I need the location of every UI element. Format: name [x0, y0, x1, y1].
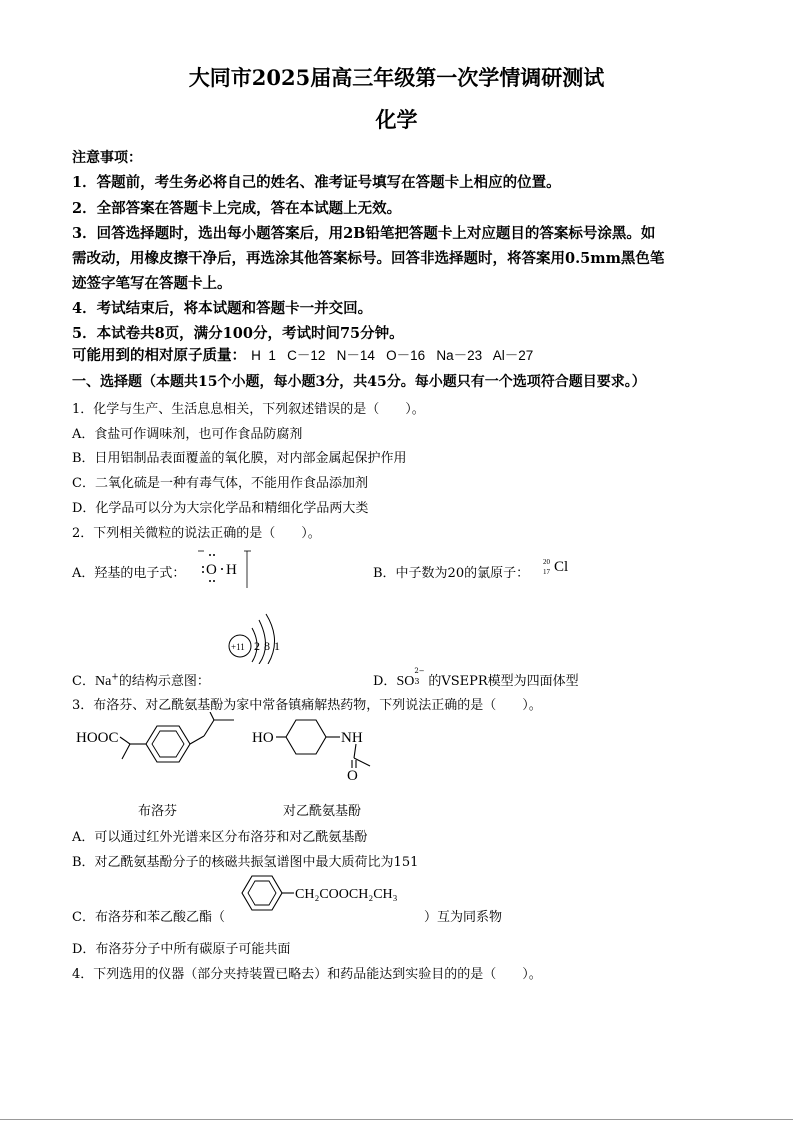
q1-stem: 1．化学与生产、生活息息相关，下列叙述错误的是（ ）。 — [72, 402, 425, 417]
sodium-symbol: Na — [94, 674, 112, 689]
paracetamol-structure — [252, 712, 392, 784]
sulfite-formula: SO — [396, 674, 415, 689]
q1-option-d: D．化学品可以分为大宗化学品和精细化学品两大类 — [72, 501, 369, 516]
q2-option-c-suffix: 的结构示意图： — [118, 674, 210, 689]
page-bottom-rule — [0, 1119, 793, 1120]
q2-option-c — [72, 670, 210, 690]
amide-nh: NH — [341, 730, 363, 746]
ester-chain: CH₂COOCH₂CH₃ — [295, 887, 398, 902]
notes-heading: 注意事项： — [72, 150, 142, 166]
isotope-symbol: Cl — [554, 559, 569, 575]
note-item: 迹签字笔写在答题卡上。 — [72, 275, 232, 292]
q2-option-d-label: D． — [373, 674, 397, 689]
ethyl-phenylacetate-structure — [238, 872, 424, 916]
note-item: 3．回答选择题时，选出每小题答案后，用2B铅笔把答题卡上对应题目的答案标号涂黑。如 — [72, 225, 656, 242]
q1-option-b: B．日用铝制品表面覆盖的氧化膜，对内部金属起保护作用 — [72, 451, 407, 466]
note-item: 4．考试结束后，将本试题和答题卡一并交回。 — [72, 300, 373, 317]
q2-option-d-suffix: 的VSEPR模型为四面体型 — [428, 674, 579, 689]
note-item: 需改动，用橡皮擦干净后，再选涂其他答案标号。回答非选择题时，将答案用0.5mm黑色笔 — [72, 250, 665, 267]
hydroxyl-hydrogen: H — [226, 562, 237, 578]
hydroxyl-group: HO — [252, 730, 274, 746]
sodium-ion-structure-diagram — [226, 612, 288, 664]
q4-stem: 4．下列选用的仪器（部分夹持装置已略去）和药品能达到实验目的的是（ ）。 — [72, 967, 542, 982]
paracetamol-label: 对乙酰氨基酚 — [283, 804, 362, 819]
q3-option-c-suffix: ）互为同系物 — [424, 910, 503, 925]
q3-stem: 3．布洛芬、对乙酰氨基酚为家中常备镇痛解热药物，下列说法正确的是（ ）。 — [72, 698, 542, 713]
hydroxyl-electron-formula — [196, 548, 266, 590]
hydroxyl-oxygen: O — [206, 562, 217, 578]
q2-option-b-label: B．中子数为20的氯原子： — [373, 566, 530, 581]
isotope-mass-number: 20 — [543, 558, 550, 566]
q2-option-d — [373, 667, 579, 690]
q2-stem: 2．下列相关微粒的说法正确的是（ ）。 — [72, 526, 321, 541]
subject-title: 化学 — [375, 107, 418, 132]
q3-option-a: A．可以通过红外光谱来区分布洛芬和对乙酰氨基酚 — [72, 830, 368, 845]
note-item: 1．答题前，考生务必将自己的姓名、准考证号填写在答题卡上相应的位置。 — [72, 174, 561, 191]
sulfite-charge: 2− — [414, 667, 425, 675]
atomic-masses-label: 可能用到的相对原子质量： — [72, 347, 246, 364]
note-item: 2．全部答案在答题卡上完成，答在本试题上无效。 — [72, 200, 402, 217]
atomic-masses-values: H 1 C－12 N－14 O－16 Na－23 Al－27 — [251, 348, 534, 363]
q1-option-a: A．食盐可作调味剂，也可作食品防腐剂 — [72, 427, 303, 442]
ibuprofen-structure — [76, 712, 256, 784]
atomic-masses — [72, 344, 533, 365]
isotope-atomic-number: 17 — [543, 568, 550, 576]
nucleus-charge: +11 — [231, 642, 245, 652]
q2-option-a-label: A．羟基的电子式： — [72, 566, 186, 581]
q1-option-c: C．二氧化硫是一种有毒气体，不能用作食品添加剂 — [72, 476, 368, 491]
carbonyl-oxygen: O — [347, 768, 358, 784]
exam-title: 大同市2025届高三年级第一次学情调研测试 — [188, 65, 605, 90]
q2-option-c-label: C． — [72, 674, 95, 689]
electron-shells: 2 8 1 — [254, 639, 281, 653]
q3-option-b: B．对乙酰氨基酚分子的核磁共振氢谱图中最大质荷比为151 — [72, 855, 419, 870]
sodium-charge: + — [111, 672, 119, 683]
carboxyl-group: HOOC — [76, 730, 119, 746]
q3-option-d: D．布洛芬分子中所有碳原子可能共面 — [72, 942, 291, 957]
sulfite-subscript: 3 — [414, 677, 420, 686]
note-item: 5．本试卷共8页，满分100分，考试时间75分钟。 — [72, 325, 404, 342]
ibuprofen-label: 布洛芬 — [138, 804, 178, 819]
q3-option-c-prefix: C．布洛芬和苯乙酸乙酯（ — [72, 910, 225, 925]
section-heading: 一、选择题（本题共15个小题，每小题3分，共45分。每小题只有一个选项符合题目要求。） — [72, 374, 646, 390]
